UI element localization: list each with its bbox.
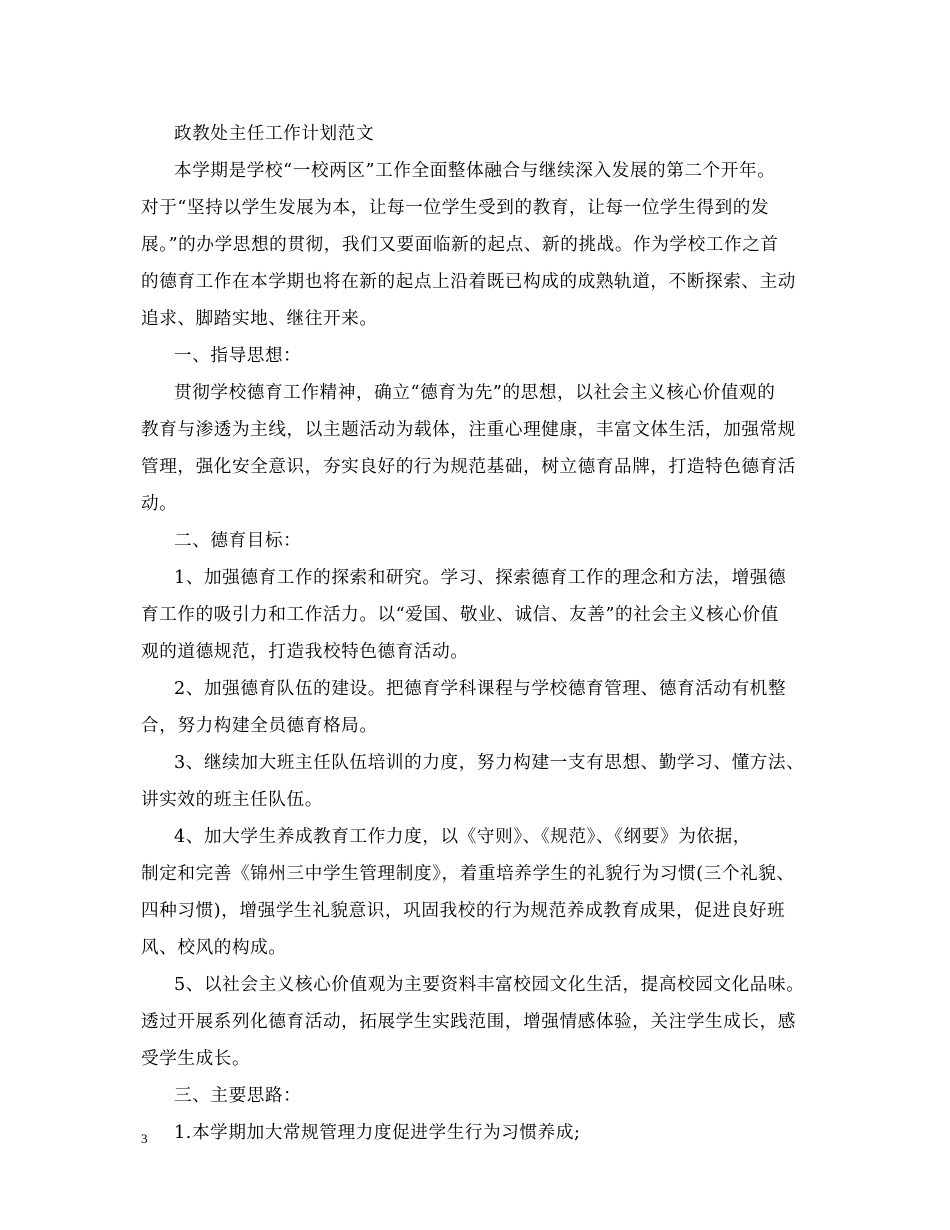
text-line: 展。”的办学思想的贯彻，我们又要面临新的起点、新的挑战。作为学校工作之首	[141, 235, 779, 255]
text-line: 贯彻学校德育工作精神，确立“德育为先”的思想，以社会主义核心价值观的	[174, 383, 776, 403]
text-line: 四种习惯)，增强学生礼貌意识，巩固我校的行为规范养成教育成果，促进良好班	[141, 901, 786, 921]
text-line: 教育与渗透为主线，以主题活动为载体，注重心理健康，丰富文体生活，加强常规	[141, 420, 796, 440]
text-line: 育工作的吸引力和工作活力。以“爱国、敬业、诚信、友善”的社会主义核心价值	[141, 605, 779, 625]
text-line: 观的道德规范，打造我校特色德育活动。	[141, 642, 469, 662]
text-line: 受学生成长。	[141, 1049, 251, 1069]
text-line: 管理，强化安全意识，夯实良好的行为规范基础，树立德育品牌，打造特色德育活	[141, 457, 796, 477]
text-line: 讲实效的班主任队伍。	[141, 790, 323, 810]
text-line: 对于“坚持以学生发展为本，让每一位学生受到的教育，让每一位学生得到的发	[141, 198, 770, 218]
text-line: 5、以社会主义核心价值观为主要资料丰富校园文化生活，提高校园文化品味。	[174, 975, 805, 995]
text-line: 风、校风的构成。	[141, 938, 287, 958]
text-line: 制定和完善《锦州三中学生管理制度》，着重培养学生的礼貌行为习惯(三个礼貌、	[141, 864, 795, 884]
text-line: 1、加强德育工作的探索和研究。学习、探索德育工作的理念和方法，增强德	[174, 568, 787, 588]
text-line: 追求、脚踏实地、继往开来。	[141, 309, 378, 329]
document-title: 政教处主任工作计划范文	[174, 124, 375, 144]
text-line: 1.本学期加大常规管理力度促进学生行为习惯养成;	[174, 1123, 581, 1143]
text-line: 3、继续加大班主任队伍培训的力度，努力构建一支有思想、勤学习、懂方法、	[174, 753, 805, 773]
text-line: 三、主要思路：	[174, 1086, 302, 1106]
text-line: 透过开展系列化德育活动，拓展学生实践范围，增强情感体验，关注学生成长，感	[141, 1012, 796, 1032]
text-line: 本学期是学校“一校两区”工作全面整体融合与继续深入发展的第二个开年。	[174, 161, 776, 181]
document-body	[141, 116, 811, 1152]
text-line: 的德育工作在本学期也将在新的起点上沿着既已构成的成熟轨道，不断探索、主动	[141, 272, 796, 292]
text-line: 合，努力构建全员德育格局。	[141, 716, 378, 736]
text-line: 4、加大学生养成教育工作力度，以《守则》、《规范》、《纲要》为依据，	[174, 827, 751, 847]
text-line: 2、加强德育队伍的建设。把德育学科课程与学校德育管理、德育活动有机整	[174, 679, 787, 699]
text-line: 一、指导思想：	[174, 346, 302, 366]
page-number: 3	[141, 1131, 148, 1146]
text-line: 二、德育目标：	[174, 531, 302, 551]
text-line: 动。	[141, 494, 178, 514]
